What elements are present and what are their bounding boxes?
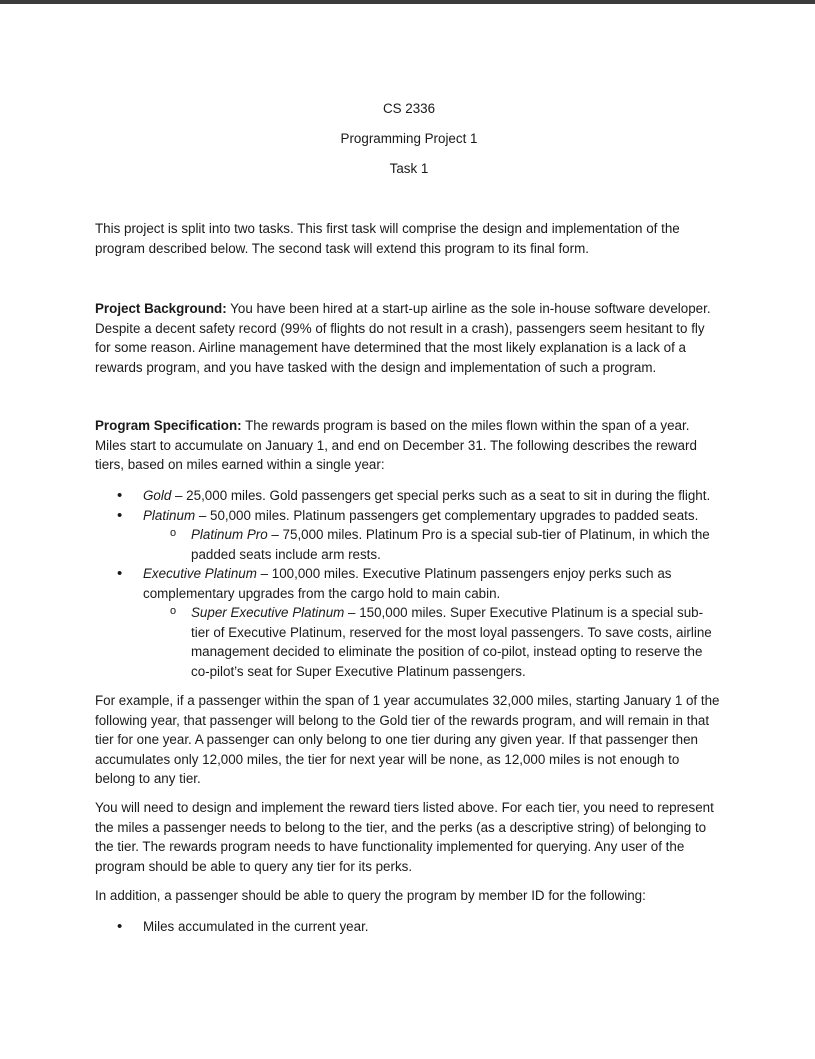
tier-description: – 50,000 miles. Platinum passengers get complementary upgrades to padded seats. (195, 508, 699, 523)
tier-item-gold (143, 486, 718, 506)
background-text: You have been hired at a start-up airline as the sole in-house software developer. Despite a decent safety record (99% of flights do not result in a crash), passengers seem hesitant to fly for some reason. Airline management have determined that the most likely explanation is a lack of a rewards program, and you have tasked with the design and implementation of such a program. (95, 301, 711, 375)
background-paragraph (95, 299, 723, 377)
top-border (0, 0, 815, 4)
tier-name: Platinum (143, 508, 196, 523)
background-label: Project Background: (95, 301, 227, 316)
tier-description: – 150,000 miles. Super Executive Platinum is a special sub-tier of Executive Platinum, reserved for the most loyal passengers. To save costs, airline management decided to eliminate the position of co-pilot, instead opting to reserve the co-pilot’s seat for Super Executive Platinum passengers. (191, 605, 712, 679)
tier-name: Super Executive Platinum (191, 605, 345, 620)
specification-label: Program Specification: (95, 418, 242, 433)
tier-description: – 25,000 miles. Gold passengers get special perks such as a seat to sit in during the flight. (171, 488, 711, 503)
tier-name: Gold (143, 488, 172, 503)
tier-item-platinum-pro (191, 525, 721, 564)
project-title: Programming Project 1 (340, 131, 478, 146)
tier-description: – 75,000 miles. Platinum Pro is a special sub-tier of Platinum, in which the padded seats include arm rests. (191, 527, 710, 562)
tier-description: – 100,000 miles. Executive Platinum passengers enjoy perks such as complementary upgrades from the cargo hold to main cabin. (143, 566, 672, 601)
tier-name: Platinum Pro (191, 527, 268, 542)
design-paragraph: You will need to design and implement the reward tiers listed above. For each tier, you need to represent the miles a passenger needs to belong to the tier, and the perks (as a descriptive string) of belonging to the tier. The rewards program needs to have functionality implemented for querying. Any user of the program should be able to query any tier for its perks. (95, 800, 714, 874)
tier-name: Executive Platinum (143, 566, 257, 581)
query-item: • Miles accumulated in the current year. (143, 917, 718, 937)
specification-text: The rewards program is based on the miles flown within the span of a year. Miles start to accumulate on January 1, and end on December 31. The following describes the reward tiers, based on miles earned within a single year: (95, 418, 697, 473)
task-title: Task 1 (389, 161, 429, 176)
course-title: CS 2336 (382, 101, 436, 116)
tier-item-super-executive-platinum (191, 603, 721, 681)
query-intro-paragraph: In addition, a passenger should be able to query the program by member ID for the following: (95, 888, 646, 903)
example-paragraph: For example, if a passenger within the span of 1 year accumulates 32,000 miles, starting January 1 of the following year, that passenger will belong to the Gold tier of the rewards program, and will remain in that tier for one year. A passenger can only belong to one tier during any given year. If that passenger then accumulates only 12,000 miles, the tier for next year will be none, as 12,000 miles is not enough to belong to any tier. (95, 693, 720, 787)
specification-paragraph (95, 416, 723, 475)
intro-paragraph: This project is split into two tasks. This first task will comprise the design and implementation of the program described below. The second task will extend this program to its final form. (95, 221, 680, 256)
tier-item-executive-platinum (143, 564, 718, 603)
tier-item-platinum (143, 506, 718, 526)
